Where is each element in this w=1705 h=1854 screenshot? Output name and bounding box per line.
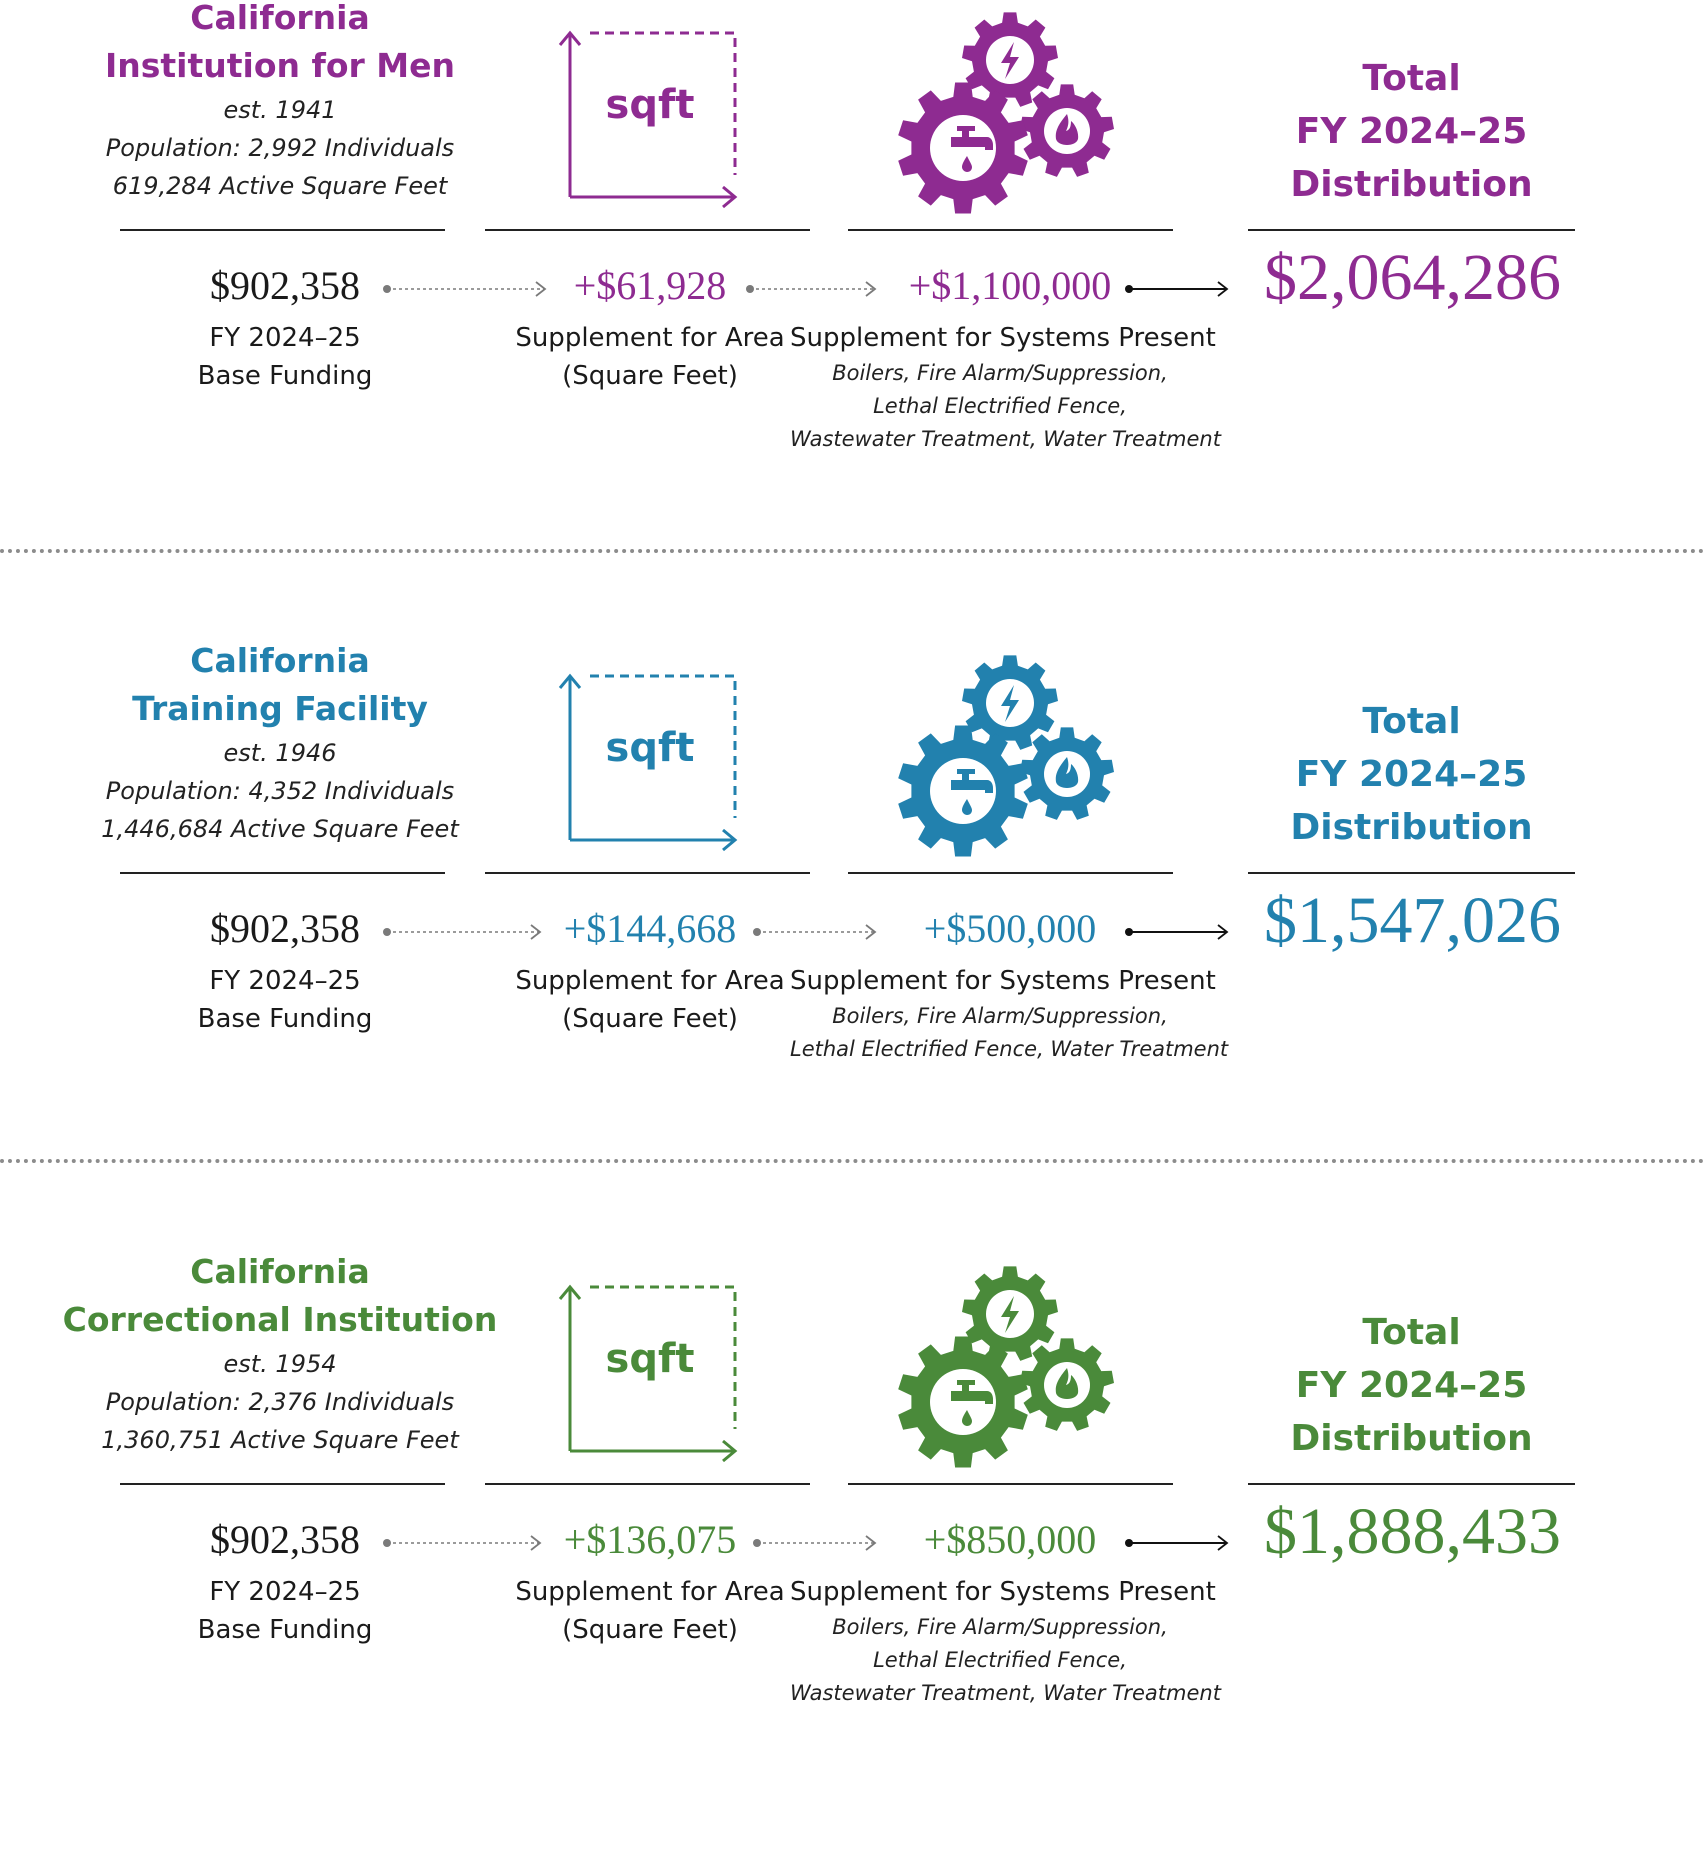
total-heading bbox=[1248, 52, 1575, 211]
section-divider bbox=[0, 1159, 1705, 1163]
sqft-label: sqft bbox=[605, 725, 695, 771]
systems-supplement-label: Supplement for Systems Present bbox=[790, 1577, 1216, 1607]
divider-rule-base bbox=[120, 1483, 445, 1485]
population: Population: 2,376 Individuals bbox=[105, 1388, 455, 1416]
arrow-area-to-systems bbox=[753, 925, 875, 939]
established-year: est. 1946 bbox=[223, 739, 337, 767]
systems-detail-line1: Boilers, Fire Alarm/Suppression, bbox=[832, 1004, 1168, 1028]
facility-section bbox=[0, 0, 1705, 600]
systems-detail-line3: Wastewater Treatment, Water Treatment bbox=[790, 1681, 1221, 1705]
area-label-line1: Supplement for Area bbox=[515, 323, 785, 353]
area-label-line2: (Square Feet) bbox=[562, 361, 738, 391]
flow-arrows bbox=[0, 1533, 1705, 1553]
total-heading-line1: Total bbox=[1362, 58, 1461, 99]
total-heading bbox=[1248, 1306, 1575, 1465]
facility-section bbox=[0, 643, 1705, 1243]
divider-rule-area bbox=[485, 872, 810, 874]
total-heading-line3: Distribution bbox=[1290, 1418, 1533, 1459]
total-distribution-amount: $1,888,433 bbox=[1264, 1495, 1561, 1568]
area-supplement-label bbox=[495, 962, 805, 1038]
facility-name-line1: California bbox=[190, 0, 370, 37]
base-label-line1: FY 2024–25 bbox=[209, 966, 361, 996]
base-label-line2: Base Funding bbox=[197, 1004, 373, 1034]
systems-supplement-amount: +$1,100,000 bbox=[908, 263, 1112, 308]
active-square-feet: 1,360,751 Active Square Feet bbox=[101, 1426, 459, 1454]
population: Population: 2,992 Individuals bbox=[105, 134, 455, 162]
divider-rule-base bbox=[120, 872, 445, 874]
base-label-line2: Base Funding bbox=[197, 361, 373, 391]
divider-rule-base bbox=[120, 229, 445, 231]
established-year: est. 1954 bbox=[223, 1350, 337, 1378]
total-heading-line3: Distribution bbox=[1290, 807, 1533, 848]
facility-meta bbox=[60, 1345, 500, 1459]
divider-rule-total bbox=[1248, 1483, 1575, 1485]
base-label-line1: FY 2024–25 bbox=[209, 323, 361, 353]
total-heading-line2: FY 2024–25 bbox=[1295, 1365, 1528, 1406]
base-label-line2: Base Funding bbox=[197, 1615, 373, 1645]
gears-icon bbox=[895, 651, 1115, 861]
area-supplement-amount: +$136,075 bbox=[563, 1517, 737, 1562]
area-supplement-label bbox=[495, 319, 805, 395]
systems-detail bbox=[790, 1611, 1221, 1710]
area-label-line2: (Square Feet) bbox=[562, 1004, 738, 1034]
systems-detail bbox=[790, 357, 1221, 456]
facility-meta bbox=[60, 91, 500, 205]
divider-rule-systems bbox=[848, 229, 1173, 231]
total-distribution-amount: $2,064,286 bbox=[1264, 241, 1561, 314]
area-label-line2: (Square Feet) bbox=[562, 1615, 738, 1645]
sqft-label: sqft bbox=[605, 82, 695, 128]
area-supplement-amount: +$61,928 bbox=[573, 263, 727, 308]
facility-name-line2: Training Facility bbox=[132, 689, 428, 728]
facility-meta bbox=[60, 734, 500, 848]
systems-detail-line1: Boilers, Fire Alarm/Suppression, bbox=[832, 1615, 1168, 1639]
facility-name-line1: California bbox=[190, 641, 370, 680]
area-label-line1: Supplement for Area bbox=[515, 966, 785, 996]
systems-supplement-label: Supplement for Systems Present bbox=[790, 323, 1216, 353]
facility-name bbox=[60, 0, 500, 90]
population: Population: 4,352 Individuals bbox=[105, 777, 455, 805]
systems-detail-line2: Lethal Electrified Fence, bbox=[873, 1648, 1127, 1672]
area-supplement-label bbox=[495, 1573, 805, 1649]
gears-icon bbox=[895, 1262, 1115, 1472]
arrow-systems-to-total bbox=[1125, 282, 1227, 296]
total-heading-line1: Total bbox=[1362, 701, 1461, 742]
divider-rule-systems bbox=[848, 1483, 1173, 1485]
arrow-area-to-systems bbox=[753, 1536, 875, 1550]
sqft-label: sqft bbox=[605, 1336, 695, 1382]
systems-supplement-amount: +$500,000 bbox=[923, 906, 1097, 951]
arrow-area-to-systems bbox=[746, 282, 875, 296]
sqft-horizontal-arrow bbox=[570, 187, 735, 207]
arrow-base-to-area bbox=[383, 282, 545, 296]
total-heading-line2: FY 2024–25 bbox=[1295, 754, 1528, 795]
base-funding-amount: $902,358 bbox=[210, 263, 360, 308]
systems-supplement-label: Supplement for Systems Present bbox=[790, 966, 1216, 996]
arrow-systems-to-total bbox=[1125, 925, 1227, 939]
arrow-base-to-area bbox=[383, 1536, 540, 1550]
divider-rule-area bbox=[485, 1483, 810, 1485]
total-distribution-amount: $1,547,026 bbox=[1264, 884, 1561, 957]
facility-name-line2: Institution for Men bbox=[104, 46, 455, 85]
systems-detail-line3: Wastewater Treatment, Water Treatment bbox=[790, 427, 1221, 451]
facility-name-line1: California bbox=[190, 1252, 370, 1291]
established-year: est. 1941 bbox=[223, 96, 337, 124]
facility-name-line2: Correctional Institution bbox=[62, 1300, 498, 1339]
divider-rule-total bbox=[1248, 872, 1575, 874]
systems-detail-line2: Lethal Electrified Fence, Water Treatment bbox=[790, 1037, 1229, 1061]
total-heading-line1: Total bbox=[1362, 1312, 1461, 1353]
systems-detail-line2: Lethal Electrified Fence, bbox=[873, 394, 1127, 418]
base-label-line1: FY 2024–25 bbox=[209, 1577, 361, 1607]
facility-name bbox=[60, 1248, 500, 1344]
active-square-feet: 619,284 Active Square Feet bbox=[112, 172, 448, 200]
area-label-line1: Supplement for Area bbox=[515, 1577, 785, 1607]
arrow-base-to-area bbox=[383, 925, 540, 939]
area-supplement-amount: +$144,668 bbox=[563, 906, 737, 951]
base-funding-label bbox=[155, 319, 415, 395]
section-divider bbox=[0, 549, 1705, 553]
systems-supplement-amount: +$850,000 bbox=[923, 1517, 1097, 1562]
flow-arrows bbox=[0, 279, 1705, 299]
flow-arrows bbox=[0, 922, 1705, 942]
sqft-horizontal-arrow bbox=[570, 1441, 735, 1461]
systems-detail-line1: Boilers, Fire Alarm/Suppression, bbox=[832, 361, 1168, 385]
divider-rule-systems bbox=[848, 872, 1173, 874]
total-heading-line3: Distribution bbox=[1290, 164, 1533, 205]
active-square-feet: 1,446,684 Active Square Feet bbox=[101, 815, 459, 843]
facility-section bbox=[0, 1254, 1705, 1854]
base-funding-label bbox=[155, 962, 415, 1038]
base-funding-amount: $902,358 bbox=[210, 906, 360, 951]
systems-detail bbox=[790, 1000, 1229, 1066]
total-heading-line2: FY 2024–25 bbox=[1295, 111, 1528, 152]
arrow-systems-to-total bbox=[1125, 1536, 1227, 1550]
divider-rule-total bbox=[1248, 229, 1575, 231]
facility-name bbox=[60, 637, 500, 733]
gears-icon bbox=[895, 8, 1115, 218]
sqft-horizontal-arrow bbox=[570, 830, 735, 850]
divider-rule-area bbox=[485, 229, 810, 231]
total-heading bbox=[1248, 695, 1575, 854]
base-funding-label bbox=[155, 1573, 415, 1649]
base-funding-amount: $902,358 bbox=[210, 1517, 360, 1562]
